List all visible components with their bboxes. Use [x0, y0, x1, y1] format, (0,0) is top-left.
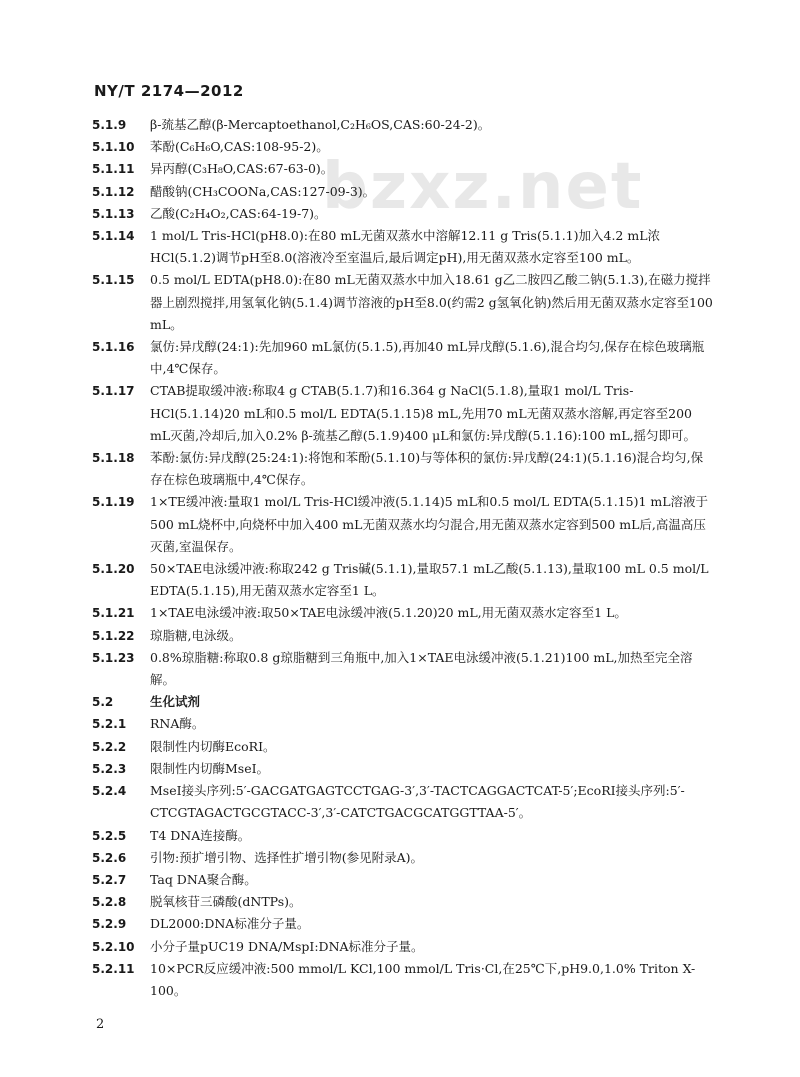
clause-text: 限制性内切酶EcoRI。 — [150, 738, 276, 754]
document-body — [92, 114, 714, 1002]
clause-number: 5.1.20 — [92, 562, 135, 577]
clause-entry — [92, 158, 714, 180]
watermark: bzxz.net — [322, 150, 644, 224]
clause-entry — [92, 758, 714, 780]
clause-number: 5.2 — [92, 695, 114, 710]
clause-text: 脱氧核苷三磷酸(dNTPs)。 — [150, 894, 302, 910]
clause-number: 5.2.8 — [92, 895, 127, 910]
clause-number: 5.1.12 — [92, 184, 135, 199]
clause-text: 50×TAE电泳缓冲液:称取242 g Tris碱(5.1.1),量取57.1 mL乙酸(5.1.13),量取100 mL 0.5 mol/L EDTA(5.1.15),用无菌双蒸水定容至1 L。 — [150, 561, 709, 599]
clause-text: 苯酚(C₆H₆O,CAS:108-95-2)。 — [150, 139, 329, 155]
clause-entry — [92, 380, 714, 447]
clause-text: β-巯基乙醇(β-Mercaptoethanol,C₂H₆OS,CAS:60-24-2)。 — [150, 117, 491, 132]
clause-text: 1 mol/L Tris-HCl(pH8.0):在80 mL无菌双蒸水中溶解12.11 g Tris(5.1.1)加入4.2 mL浓HCl(5.1.2)调节pH至8.0(溶液冷至室温后,最后调定pH),用无菌双蒸水定容至100 mL。 — [150, 228, 661, 266]
clause-number: 5.1.16 — [92, 340, 135, 355]
clause-number: 5.1.18 — [92, 451, 135, 466]
clause-entry — [92, 625, 714, 647]
clause-entry — [92, 336, 714, 380]
clause-entry — [92, 736, 714, 758]
clause-number: 5.1.22 — [92, 628, 135, 643]
clause-entry — [92, 825, 714, 847]
clause-number: 5.1.21 — [92, 606, 135, 621]
clause-text: 限制性内切酶MseI。 — [150, 760, 270, 776]
clause-text: CTAB提取缓冲液:称取4 g CTAB(5.1.7)和16.364 g NaCl(5.1.8),量取1 mol/L Tris-HCl(5.1.14)20 mL和0.5 mol/L EDTA(5.1.15)8 mL,先用70 mL无菌双蒸水溶解,再定容至200 mL灭菌,冷却后,加入0.2% β-巯基乙醇(5.1.9)400 μL和氯仿:异戊醇(5.1.16):100 mL,摇匀即可。 — [150, 383, 696, 443]
clause-text: 1×TE缓冲液:量取1 mol/L Tris-HCl缓冲液(5.1.14)5 mL和0.5 mol/L EDTA(5.1.15)1 mL溶液于500 mL烧杯中,向烧杯中加入400 mL无菌双蒸水均匀混合,用无菌双蒸水定容到500 mL后,高温高压灭菌,室温保存。 — [150, 494, 709, 554]
clause-number: 5.2.10 — [92, 939, 135, 954]
clause-number: 5.2.2 — [92, 739, 127, 754]
clause-entry — [92, 203, 714, 225]
clause-number: 5.1.9 — [92, 118, 127, 132]
clause-number: 5.2.7 — [92, 872, 127, 887]
clause-text: 醋酸钠(CH₃COONa,CAS:127-09-3)。 — [150, 183, 376, 199]
clause-text: 琼脂糖,电泳级。 — [150, 627, 242, 643]
clause-entry — [92, 225, 714, 269]
clause-text: 0.5 mol/L EDTA(pH8.0):在80 mL无菌双蒸水中加入18.61 g乙二胺四乙酸二钠(5.1.3),在磁力搅拌器上剧烈搅拌,用氢氧化钠(5.1.4)调节溶液的pH至8.0(约需2 g氢氧化钠)然后用无菌双蒸水定容至100 mL。 — [150, 272, 713, 332]
clause-number: 5.2.5 — [92, 828, 127, 843]
clause-entry — [92, 713, 714, 735]
clause-entry — [92, 269, 714, 336]
section-title: 生化试剂 — [150, 694, 201, 710]
section-heading — [92, 691, 714, 713]
clause-text: 小分子量pUC19 DNA/MspI:DNA标准分子量。 — [150, 938, 424, 954]
clause-text: 苯酚:氯仿:异戊醇(25:24:1):将饱和苯酚(5.1.10)与等体积的氯仿:异戊醇(24:1)(5.1.16)混合均匀,保存在棕色玻璃瓶中,4℃保存。 — [150, 450, 704, 488]
clause-entry — [92, 847, 714, 869]
clause-text: 异丙醇(C₃H₈O,CAS:67-63-0)。 — [150, 161, 334, 177]
clause-number: 5.1.15 — [92, 273, 135, 288]
clause-number: 5.1.14 — [92, 229, 135, 244]
clause-entry — [92, 558, 714, 602]
clause-text: RNA酶。 — [150, 716, 205, 732]
clause-entry — [92, 780, 714, 824]
clause-number: 5.2.9 — [92, 917, 127, 932]
clause-number: 5.1.13 — [92, 206, 135, 221]
clause-number: 5.2.6 — [92, 850, 127, 865]
clause-entry — [92, 647, 714, 691]
clause-entry — [92, 447, 714, 491]
clause-text: 氯仿:异戊醇(24:1):先加960 mL氯仿(5.1.5),再加40 mL异戊醇(5.1.6),混合均匀,保存在棕色玻璃瓶中,4℃保存。 — [150, 339, 705, 377]
clause-number: 5.1.10 — [92, 140, 135, 155]
clause-entry — [92, 181, 714, 203]
clause-entry — [92, 958, 714, 1002]
clause-number: 5.1.17 — [92, 384, 135, 399]
clause-number: 5.1.19 — [92, 495, 135, 510]
clause-entry — [92, 869, 714, 891]
clause-entry — [92, 891, 714, 913]
clause-entry — [92, 114, 714, 136]
clause-entry — [92, 936, 714, 958]
clause-text: Taq DNA聚合酶。 — [150, 871, 257, 887]
clause-text: 0.8%琼脂糖:称取0.8 g琼脂糖到三角瓶中,加入1×TAE电泳缓冲液(5.1.21)100 mL,加热至完全溶解。 — [150, 649, 693, 688]
clause-entry — [92, 602, 714, 624]
clause-number: 5.1.23 — [92, 650, 135, 665]
clause-number: 5.2.3 — [92, 761, 127, 776]
clause-text: MseI接头序列:5′-GACGATGAGTCCTGAG-3′,3′-TACTCAGGACTCAT-5′;EcoRI接头序列:5′-CTCGTAGACTGCGTACC-3′,3′-CATCTGACGCATGGTTAA-5′。 — [150, 783, 685, 821]
clause-text: 10×PCR反应缓冲液:500 mmol/L KCl,100 mmol/L Tris·Cl,在25℃下,pH9.0,1.0% Triton X-100。 — [150, 960, 696, 998]
clause-entry — [92, 913, 714, 935]
clause-number: 5.2.4 — [92, 784, 127, 799]
clause-number: 5.2.1 — [92, 717, 127, 732]
document-code: NY/T 2174—2012 — [94, 82, 244, 100]
clause-entry — [92, 491, 714, 558]
clause-number: 5.1.11 — [92, 162, 135, 177]
clause-text: 1×TAE电泳缓冲液:取50×TAE电泳缓冲液(5.1.20)20 mL,用无菌双蒸水定容至1 L。 — [150, 605, 627, 621]
clause-text: DL2000:DNA标准分子量。 — [150, 916, 310, 932]
clause-entry — [92, 136, 714, 158]
clause-text: 乙酸(C₂H₄O₂,CAS:64-19-7)。 — [150, 205, 327, 221]
clause-text: 引物:预扩增引物、选择性扩增引物(参见附录A)。 — [150, 849, 423, 865]
clause-text: T4 DNA连接酶。 — [150, 827, 251, 843]
page-number: 2 — [96, 1017, 105, 1032]
clause-number: 5.2.11 — [92, 961, 135, 976]
